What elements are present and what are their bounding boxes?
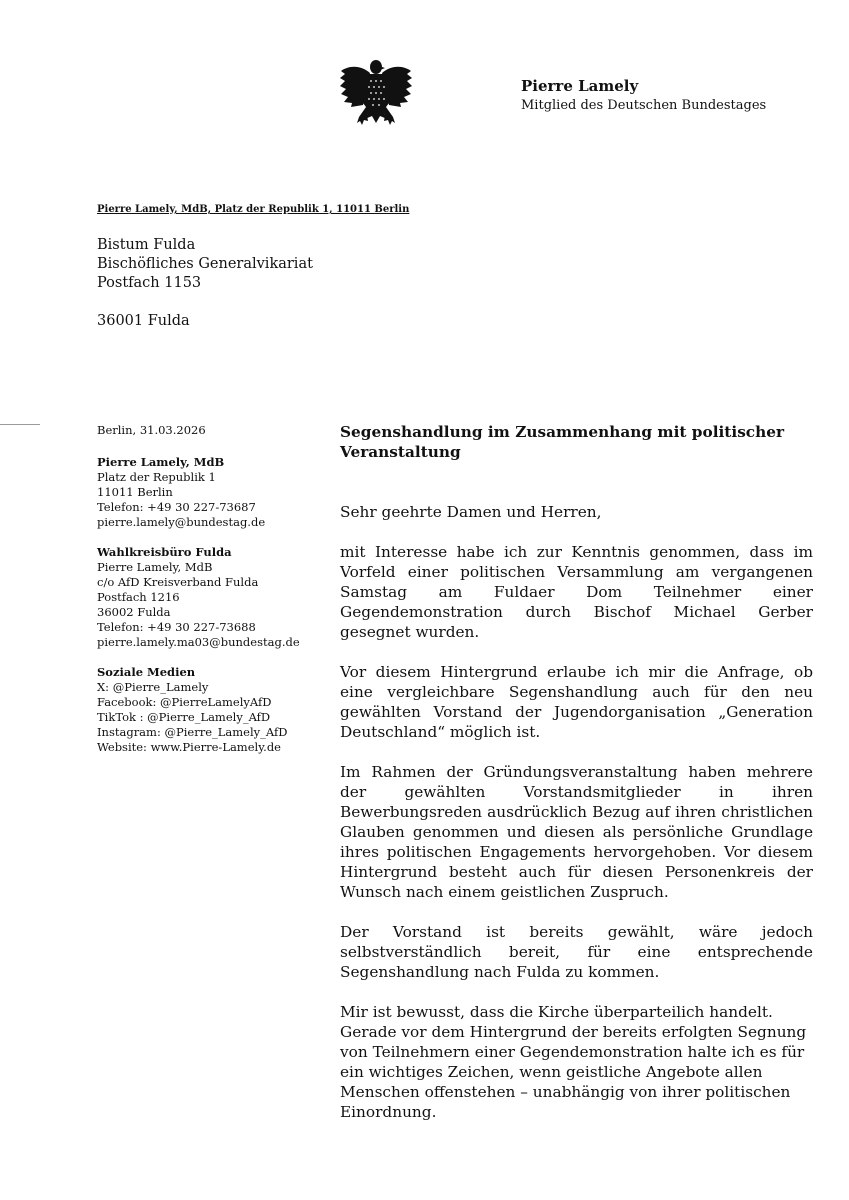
letterhead-title: Mitglied des Deutschen Bundestages bbox=[521, 98, 767, 113]
recipient-line: Bistum Fulda bbox=[97, 237, 196, 253]
letter-paragraph: mit Interesse habe ich zur Kenntnis genommen, dass im Vorfeld einer politischen Versammlung am vergangenen Samstag am Fuldaer Dom Teilnehmer einer Gegendemonstration durch Bischof Michael Gerber gesegnet wurden. bbox=[340, 543, 813, 641]
office-contact-line: 11011 Berlin bbox=[97, 485, 173, 499]
constituency-office-line: 36002 Fulda bbox=[97, 605, 171, 619]
office-contact-heading: Pierre Lamely, MdB bbox=[97, 455, 225, 469]
letterhead-name: Pierre Lamely bbox=[521, 77, 639, 95]
recipient-address bbox=[97, 236, 313, 331]
social-media-line: Website: www.Pierre-Lamely.de bbox=[97, 740, 281, 754]
letter-paragraph: Der Vorstand ist bereits gewählt, wäre jedoch selbstverständlich bereit, für eine entsprechende Segenshandlung nach Fulda zu kommen. bbox=[340, 923, 813, 981]
return-address-line: Pierre Lamely, MdB, Platz der Republik 1, 11011 Berlin bbox=[97, 204, 410, 215]
letterhead bbox=[521, 76, 766, 116]
recipient-line: Bischöfliches Generalvikariat bbox=[97, 256, 313, 272]
social-media-heading: Soziale Medien bbox=[97, 665, 196, 679]
letter-date: Berlin, 31.03.2026 bbox=[97, 423, 206, 437]
letter-subject: Segenshandlung im Zusammenhang mit politischer Veranstaltung bbox=[340, 423, 785, 461]
constituency-office-line: pierre.lamely.ma03@bundestag.de bbox=[97, 635, 300, 649]
social-media-line: Facebook: @PierreLamelyAfD bbox=[97, 695, 272, 709]
social-media-line: X: @Pierre_Lamely bbox=[97, 680, 209, 694]
constituency-office-block bbox=[97, 545, 322, 650]
constituency-office-line: Telefon: +49 30 227-73688 bbox=[97, 620, 256, 634]
office-contact-line: Telefon: +49 30 227-73687 bbox=[97, 500, 256, 514]
office-contact-block bbox=[97, 455, 322, 530]
social-media-block bbox=[97, 665, 322, 755]
letter-paragraph: Mir ist bewusst, dass die Kirche überparteilich handelt. Gerade vor dem Hintergrund der bereits erfolgten Segnung von Teilnehmern einer Gegendemonstration halte ich es für ein wichtiges Zeichen, wenn geistliche Angebote allen Menschen offenstehen – unabhängig von ihrer politischen Einordnung. bbox=[340, 1003, 807, 1121]
constituency-office-line: Pierre Lamely, MdB bbox=[97, 560, 213, 574]
office-contact-line: pierre.lamely@bundestag.de bbox=[97, 515, 266, 529]
constituency-office-line: Postfach 1216 bbox=[97, 590, 180, 604]
bundestag-eagle-icon bbox=[339, 59, 413, 127]
letter-paragraph: Vor diesem Hintergrund erlaube ich mir die Anfrage, ob eine vergleichbare Segenshandlung auch für den neu gewählten Vorstand der Jugendorganisation „Generation Deutschland“ möglich ist. bbox=[340, 663, 813, 741]
social-media-line: TikTok : @Pierre_Lamely_AfD bbox=[97, 710, 271, 724]
letter-body bbox=[340, 422, 813, 1142]
fold-mark bbox=[0, 424, 40, 425]
recipient-line: Postfach 1153 bbox=[97, 275, 202, 291]
sender-sidebar bbox=[97, 423, 322, 770]
letter-salutation: Sehr geehrte Damen und Herren, bbox=[340, 503, 602, 521]
social-media-line: Instagram: @Pierre_Lamely_AfD bbox=[97, 725, 288, 739]
letter-paragraph: Im Rahmen der Gründungsveranstaltung haben mehrere der gewählten Vorstandsmitglieder in ihren Bewerbungsreden ausdrücklich Bezug auf ihren christlichen Glauben genommen und diesen als persönliche Grundlage ihres politischen Engagements hervorgehoben. Vor diesem Hintergrund besteht auch für diesen Personenkreis der Wunsch nach einem geistlichen Zuspruch. bbox=[340, 763, 813, 901]
constituency-office-heading: Wahlkreisbüro Fulda bbox=[97, 545, 232, 559]
constituency-office-line: c/o AfD Kreisverband Fulda bbox=[97, 575, 259, 589]
office-contact-line: Platz der Republik 1 bbox=[97, 470, 216, 484]
recipient-city: 36001 Fulda bbox=[97, 313, 190, 329]
